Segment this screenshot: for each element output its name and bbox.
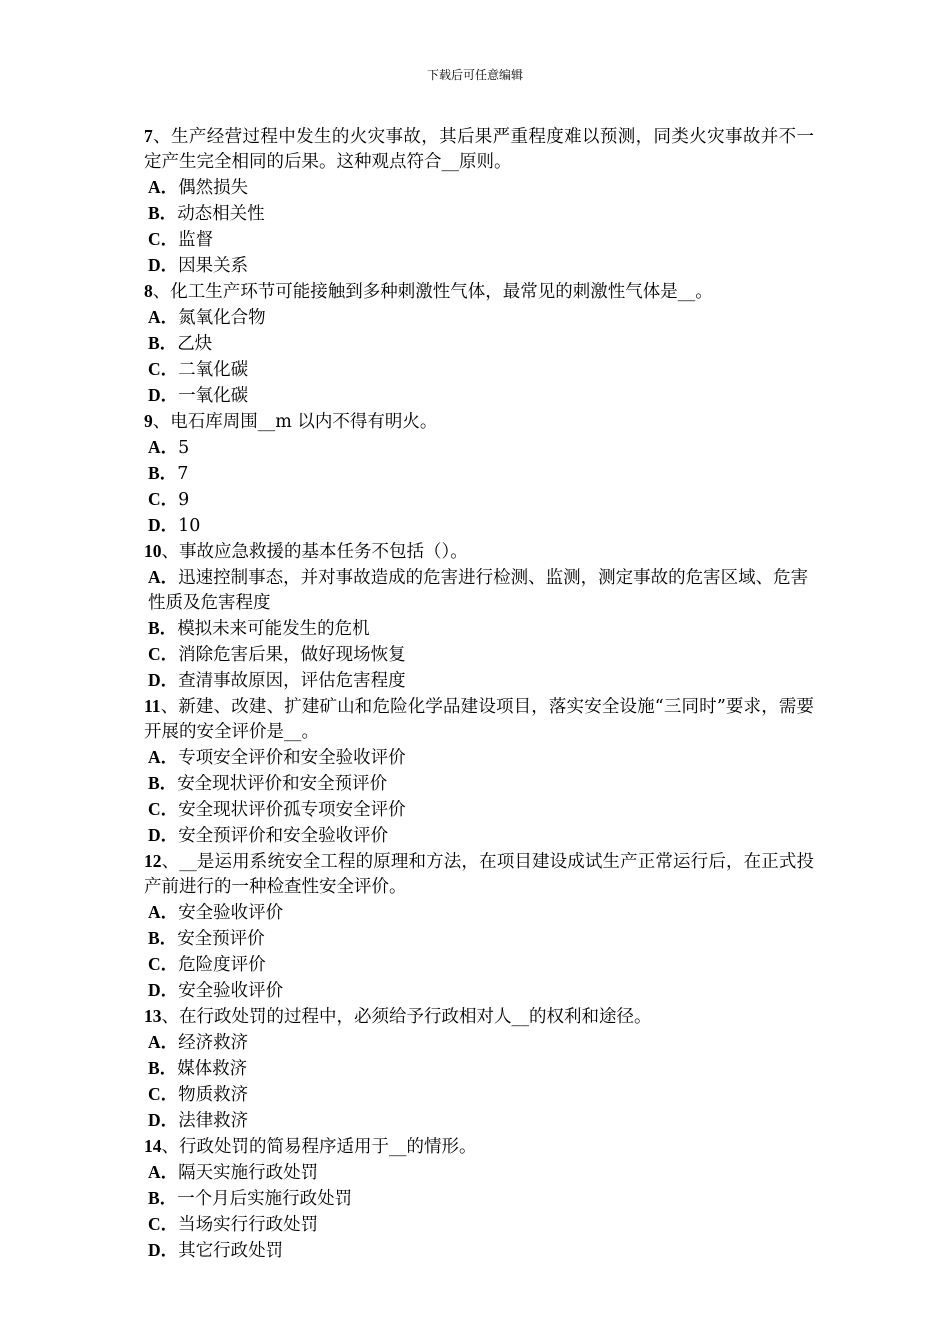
option-a [144, 745, 814, 771]
question-number: 11 [144, 696, 161, 716]
option-letter: B． [148, 618, 178, 638]
option-c [144, 487, 814, 513]
question-block [144, 1004, 814, 1134]
question-number: 10 [144, 541, 162, 561]
option-b [144, 926, 814, 952]
question-text [144, 124, 814, 175]
question-block [144, 694, 814, 849]
option-letter: C． [148, 489, 179, 509]
option-letter: D． [148, 255, 179, 275]
option-b [144, 616, 814, 642]
question-stem: 、生产经营过程中发生的火灾事故，其后果严重程度难以预测，同类火灾事故并不一定产生完全相同的后果。这种观点符合__原则。 [144, 127, 814, 172]
question-stem: 、电石库周围__m 以内不得有明火。 [152, 412, 438, 432]
option-a [144, 435, 814, 461]
option-letter: A． [148, 1162, 179, 1182]
option-c [144, 227, 814, 253]
option-letter: B． [148, 1058, 178, 1078]
option-letter: B． [148, 773, 178, 793]
option-text: 乙炔 [177, 334, 213, 354]
option-d [144, 513, 814, 539]
question-block [144, 1134, 814, 1264]
question-stem: 、化工生产环节可能接触到多种刺激性气体，最常见的刺激性气体是__。 [152, 282, 713, 302]
option-b [144, 1056, 814, 1082]
option-text: 法律救济 [178, 1111, 249, 1131]
question-stem: 、行政处罚的简易程序适用于__的情形。 [161, 1137, 477, 1157]
option-text: 一氧化碳 [178, 386, 249, 406]
page-header: 下载后可任意编辑 [426, 68, 523, 82]
option-letter: B． [148, 203, 178, 223]
option-a [144, 1160, 814, 1186]
option-b [144, 201, 814, 227]
option-b [144, 771, 814, 797]
option-text: 模拟未来可能发生的危机 [177, 619, 370, 639]
question-stem: 、事故应急救援的基本任务不包括（）。 [161, 542, 468, 562]
option-letter: A． [148, 1032, 179, 1052]
option-text: 二氧化碳 [178, 360, 249, 380]
option-c [144, 797, 814, 823]
option-letter: A． [148, 437, 179, 457]
question-stem: 、__是运用系统安全工程的原理和方法，在项目建设成试生产正常运行后，在正式投产前进行的一种检查性安全评价。 [144, 852, 814, 897]
option-letter: B． [148, 1188, 178, 1208]
option-text: 经济救济 [178, 1033, 249, 1053]
option-d [144, 823, 814, 849]
option-letter: B． [148, 928, 178, 948]
option-text: 其它行政处罚 [178, 1241, 284, 1261]
option-d [144, 668, 814, 694]
option-letter: A． [148, 177, 179, 197]
question-list [144, 124, 814, 1264]
option-d [144, 253, 814, 279]
option-a [144, 900, 814, 926]
option-text: 迅速控制事态，并对事故造成的危害进行检测、监测，测定事故的危害区域、危害性质及危害程度 [148, 568, 809, 613]
option-b [144, 1186, 814, 1212]
option-c [144, 1212, 814, 1238]
option-d [144, 1238, 814, 1264]
option-text: 5 [178, 438, 190, 458]
option-text: 安全预评价和安全验收评价 [178, 826, 389, 846]
question-number: 7 [144, 126, 153, 146]
option-text: 隔天实施行政处罚 [178, 1163, 319, 1183]
option-letter: C． [148, 644, 179, 664]
option-text: 7 [177, 464, 189, 484]
option-letter: D． [148, 515, 179, 535]
option-c [144, 642, 814, 668]
option-letter: B． [148, 463, 178, 483]
option-text: 因果关系 [178, 256, 249, 276]
option-letter: D． [148, 385, 179, 405]
option-text: 9 [178, 490, 190, 510]
option-text: 专项安全评价和安全验收评价 [178, 748, 406, 768]
question-number: 8 [144, 281, 153, 301]
option-letter: A． [148, 307, 179, 327]
option-text: 安全现状评价孤专项安全评价 [178, 800, 406, 820]
question-stem: 、新建、改建、扩建矿山和危险化学品建设项目，落实安全设施“三同时”要求，需要开展的安全评价是__。 [144, 697, 814, 742]
option-letter: D． [148, 1110, 179, 1130]
option-b [144, 331, 814, 357]
option-letter: D． [148, 1240, 179, 1260]
option-b [144, 461, 814, 487]
option-text: 监督 [178, 230, 214, 250]
option-d [144, 978, 814, 1004]
option-letter: D． [148, 980, 179, 1000]
question-block [144, 279, 814, 409]
question-number: 14 [144, 1136, 162, 1156]
option-text: 查清事故原因，评估危害程度 [178, 671, 406, 691]
option-text: 危险度评价 [178, 955, 266, 975]
option-a [144, 565, 814, 616]
option-text: 消除危害后果，做好现场恢复 [178, 645, 406, 665]
question-block [144, 124, 814, 279]
option-letter: A． [148, 747, 179, 767]
option-d [144, 383, 814, 409]
option-c [144, 357, 814, 383]
option-text: 安全现状评价和安全预评价 [177, 774, 388, 794]
option-letter: A． [148, 567, 179, 587]
question-text [144, 1134, 814, 1160]
option-letter: A． [148, 902, 179, 922]
option-letter: C． [148, 229, 179, 249]
option-text: 安全验收评价 [178, 903, 284, 923]
question-text [144, 539, 814, 565]
option-a [144, 1030, 814, 1056]
question-number: 9 [144, 411, 153, 431]
option-text: 安全验收评价 [178, 981, 284, 1001]
option-a [144, 305, 814, 331]
option-text: 氮氧化合物 [178, 308, 266, 328]
option-a [144, 175, 814, 201]
question-block [144, 849, 814, 1004]
question-stem: 、在行政处罚的过程中，必须给予行政相对人__的权利和途径。 [161, 1007, 652, 1027]
option-text: 当场实行行政处罚 [178, 1215, 319, 1235]
question-text [144, 279, 814, 305]
question-text [144, 849, 814, 900]
question-block [144, 539, 814, 694]
option-text: 动态相关性 [177, 204, 265, 224]
option-d [144, 1108, 814, 1134]
option-letter: C． [148, 799, 179, 819]
option-text: 媒体救济 [177, 1059, 248, 1079]
option-letter: C． [148, 1084, 179, 1104]
question-text [144, 1004, 814, 1030]
option-c [144, 1082, 814, 1108]
option-c [144, 952, 814, 978]
option-letter: B． [148, 333, 178, 353]
option-letter: C． [148, 1214, 179, 1234]
option-letter: C． [148, 954, 179, 974]
option-text: 一个月后实施行政处罚 [177, 1189, 353, 1209]
question-text [144, 694, 814, 745]
option-text: 安全预评价 [177, 929, 265, 949]
option-letter: D． [148, 825, 179, 845]
option-text: 10 [178, 516, 201, 536]
option-text: 物质救济 [178, 1085, 249, 1105]
option-text: 偶然损失 [178, 178, 249, 198]
question-number: 13 [144, 1006, 162, 1026]
question-number: 12 [144, 851, 162, 871]
option-letter: C． [148, 359, 179, 379]
option-letter: D． [148, 670, 179, 690]
question-block [144, 409, 814, 539]
question-text [144, 409, 814, 435]
